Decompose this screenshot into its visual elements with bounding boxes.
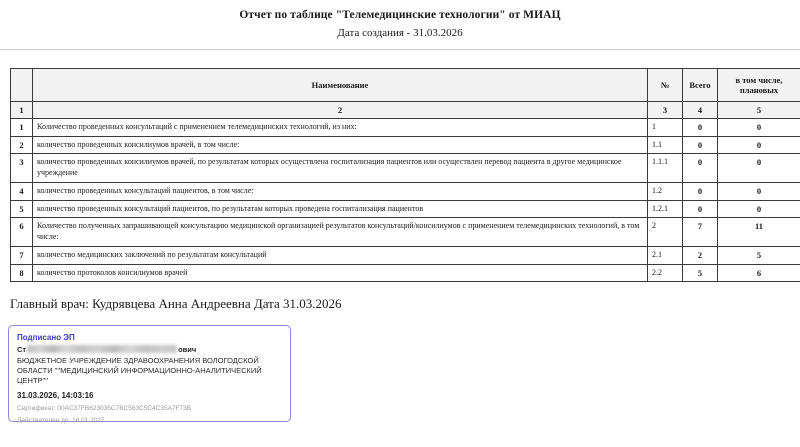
cell-name: количество медицинских заключений по результатам консультаций [33, 247, 648, 265]
document-header [0, 0, 800, 40]
redaction-bar [27, 345, 177, 353]
header-number: № [648, 69, 683, 102]
esign-organization: БЮДЖЕТНОЕ УЧРЕЖДЕНИЕ ЗДРАВООХРАНЕНИЯ ВОЛОГОДСКОЙ ОБЛАСТИ ""МЕДИЦИНСКИЙ ИНФОРМАЦИОННО-АНАЛИТИЧЕСКИЙ ЦЕНТР"" [17, 356, 262, 385]
table-row [11, 247, 800, 265]
cell-name: количество протоколов консилиумов врачей [33, 264, 648, 282]
chief-doctor-signature-line: Главный врач: Кудрявцева Анна Андреевна Дата 31.03.2026 [10, 296, 342, 311]
cell-index: 3 [11, 154, 33, 183]
table-header-row [11, 69, 800, 102]
table-row [11, 154, 800, 183]
header-total: Всего [683, 69, 718, 102]
cell-planned: 0 [718, 200, 800, 218]
esign-signer-suffix: ович [178, 345, 197, 354]
cell-number: 2 [648, 218, 683, 247]
colnum-number: 3 [648, 102, 683, 119]
cell-index: 5 [11, 200, 33, 218]
report-table-container [0, 50, 800, 282]
table-row [11, 200, 800, 218]
cell-total: 5 [683, 264, 718, 282]
header-planned: в том числе, плановых [718, 69, 800, 102]
report-table [10, 68, 800, 282]
cell-total: 0 [683, 183, 718, 201]
cell-planned: 0 [718, 119, 800, 137]
table-row [11, 264, 800, 282]
cell-planned: 11 [718, 218, 800, 247]
document-creation-date: Дата создания - 31.03.2026 [337, 27, 463, 39]
cell-total: 0 [683, 136, 718, 154]
cell-index: 7 [11, 247, 33, 265]
cell-name: количество проведенных консилиумов врачей, по результатам которых осуществлена госпитализация пациентов или осуществлен перевод пациента в другое медицинское учреждение [33, 154, 648, 183]
table-row [11, 136, 800, 154]
esign-title: Подписано ЭП [17, 333, 75, 342]
table-body [11, 102, 800, 282]
cell-number: 1.1 [648, 136, 683, 154]
esign-certificate: Сертификат: 00AC37FB623035C7BC563C5C4C35A7F73B [17, 405, 192, 412]
cell-planned: 0 [718, 136, 800, 154]
cell-number: 2.2 [648, 264, 683, 282]
electronic-signature-stamp [8, 325, 291, 422]
cell-total: 0 [683, 119, 718, 137]
table-row [11, 218, 800, 247]
esign-valid-until: Действителен до: 16.01.2027 [17, 417, 105, 424]
table-row [11, 183, 800, 201]
cell-number: 1.2 [648, 183, 683, 201]
table-header [11, 69, 800, 102]
page-title: Отчет по таблице "Телемедицинские технологии" от МИАЦ [239, 9, 561, 21]
colnum-name: 2 [33, 102, 648, 119]
cell-number: 1.2.1 [648, 200, 683, 218]
table-row [11, 119, 800, 137]
cell-index: 1 [11, 119, 33, 137]
cell-name: Количество проведенных консультаций с применением телемедицинских технологий, из них: [33, 119, 648, 137]
header-index [11, 69, 33, 102]
esign-signer-prefix: Ст [17, 345, 27, 354]
colnum-total: 4 [683, 102, 718, 119]
cell-planned: 0 [718, 154, 800, 183]
cell-name: Количество полученных запрашивающей консультацию медицинской организацией результатов консультаций/консилиумов с применением телемедицинских технологий, в том числе: [33, 218, 648, 247]
cell-number: 1 [648, 119, 683, 137]
cell-total: 7 [683, 218, 718, 247]
esign-datetime: 31.03.2026, 14:03:16 [17, 391, 94, 400]
cell-planned: 6 [718, 264, 800, 282]
cell-name: количество проведенных консультаций пациентов, в том числе: [33, 183, 648, 201]
header-name: Наименование [33, 69, 648, 102]
cell-total: 0 [683, 200, 718, 218]
column-number-row [11, 102, 800, 119]
cell-number: 1.1.1 [648, 154, 683, 183]
cell-index: 6 [11, 218, 33, 247]
cell-total: 0 [683, 154, 718, 183]
cell-planned: 5 [718, 247, 800, 265]
cell-planned: 0 [718, 183, 800, 201]
colnum-index: 1 [11, 102, 33, 119]
colnum-planned: 5 [718, 102, 800, 119]
cell-index: 8 [11, 264, 33, 282]
cell-total: 2 [683, 247, 718, 265]
cell-name: количество проведенных консилиумов врачей, в том числе: [33, 136, 648, 154]
cell-number: 2.1 [648, 247, 683, 265]
cell-index: 4 [11, 183, 33, 201]
esign-signer-name [17, 345, 282, 355]
cell-name: количество проведенных консультаций пациентов, по результатам которых проведена госпитализация пациентов [33, 200, 648, 218]
cell-index: 2 [11, 136, 33, 154]
